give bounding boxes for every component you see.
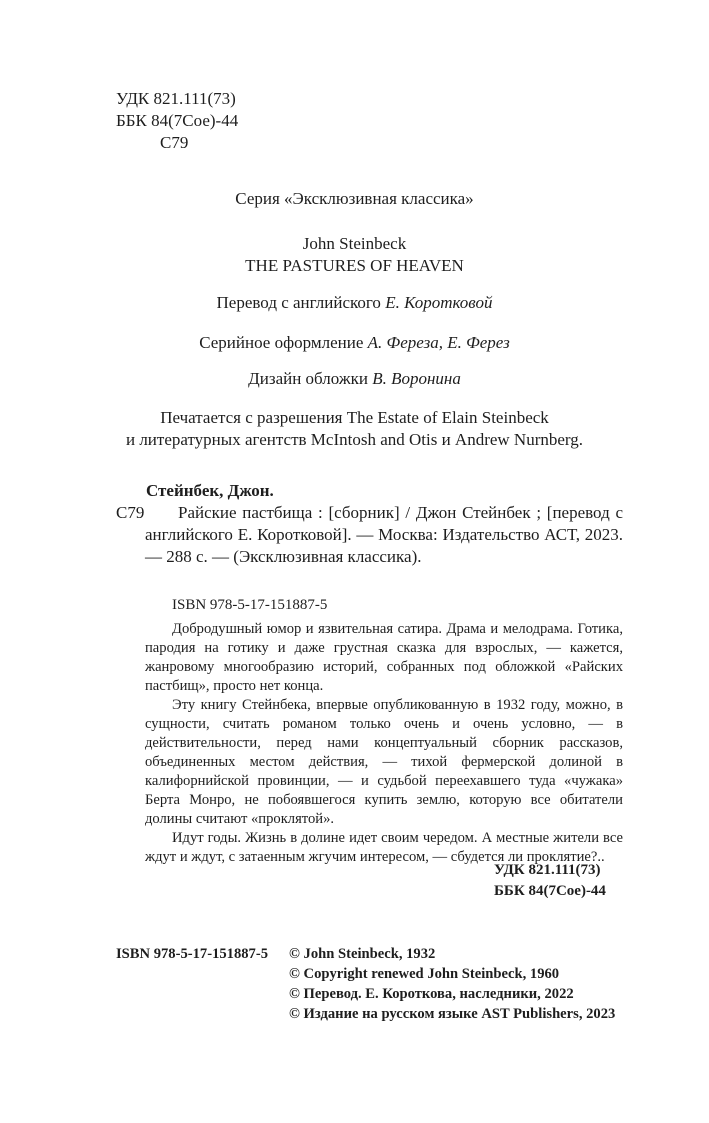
- bbk-code-bold: ББК 84(7Сое)-44: [494, 883, 606, 899]
- translation-label: Перевод с английского: [216, 293, 381, 312]
- isbn-record: ISBN 978-5-17-151887-5: [172, 597, 328, 613]
- record-code: С79: [116, 503, 145, 522]
- bbk-code: ББК 84(7Сое)-44: [116, 111, 239, 130]
- designer-names: А. Фереза, Е. Ферез: [367, 333, 510, 352]
- permission-notice: [0, 407, 709, 451]
- cover-design-credit: [0, 368, 709, 390]
- translation-credit: [0, 292, 709, 314]
- copyright-line: © Издание на русском языке AST Publishers, 2023: [289, 1006, 616, 1022]
- copyright-footer: [116, 944, 615, 1024]
- original-author: John Steinbeck: [302, 234, 407, 253]
- annotation: [145, 620, 623, 867]
- cover-label: Дизайн обложки: [248, 369, 368, 388]
- udk-code-bold: УДК 821.111(73): [494, 862, 601, 878]
- description-text: Райские пастбища : [сборник] / Джон Стейнбек ; [перевод с английского Е. Коротковой]. — Москва: Издательство АСТ, 2023. — 288 с. — (Эксклюзивная классика).: [145, 503, 623, 566]
- permission-line-2: и литературных агентств McIntosh and Otis и Andrew Nurnberg.: [125, 430, 584, 449]
- footer-isbn: ISBN 978-5-17-151887-5: [116, 946, 269, 962]
- annotation-paragraph: Добродушный юмор и язвительная сатира. Драма и мелодрама. Готика, пародия на готику и даже грустная сказка для взрослых, — кажется, жанровому многообразию историй, собранных под обложкой «Райских пастбищ», просто нет конца.: [145, 621, 623, 694]
- classification-block: [116, 88, 238, 154]
- copyright-list: [289, 944, 615, 1024]
- author-heading: Стейнбек, Джон.: [146, 481, 274, 500]
- record-description: [145, 502, 623, 568]
- annotation-paragraph: Идут годы. Жизнь в долине идет своим чередом. А местные жители все ждут и ждут, с затаенным жгучим интересом, — сбудется ли проклятие?..: [145, 830, 623, 865]
- copyright-line: © Copyright renewed John Steinbeck, 1960: [289, 966, 560, 982]
- bibliographic-record: [116, 480, 623, 568]
- copyright-line: © Перевод. Е. Короткова, наследники, 2022: [289, 986, 574, 1002]
- annotation-paragraph: Эту книгу Стейнбека, впервые опубликованную в 1932 году, можно, в сущности, считать романом только очень и очень условно, — в действительности, перед нами концептуальный сборник рассказов, объединенных местом действия, — тихой фермерской долиной в калифорнийской провинции, — и судьбой переехавшего туда «чужака» Берта Монро, не побоявшегося купить землю, которую все обитатели долины считают «проклятой».: [145, 697, 623, 827]
- copyright-line: © John Steinbeck, 1932: [289, 946, 436, 962]
- classification-bold-block: [494, 860, 606, 902]
- series-design-credit: [0, 332, 709, 354]
- author-mark: С79: [160, 133, 189, 152]
- original-title: THE PASTURES OF HEAVEN: [245, 256, 464, 275]
- udk-code: УДК 821.111(73): [116, 89, 236, 108]
- cover-designer-name: В. Воронина: [372, 369, 461, 388]
- permission-line-1: Печатается с разрешения The Estate of Elain Steinbeck: [160, 408, 549, 427]
- series-title: Серия «Эксклюзивная классика»: [235, 189, 474, 208]
- translator-name: Е. Коротковой: [385, 293, 493, 312]
- design-label: Серийное оформление: [199, 333, 364, 352]
